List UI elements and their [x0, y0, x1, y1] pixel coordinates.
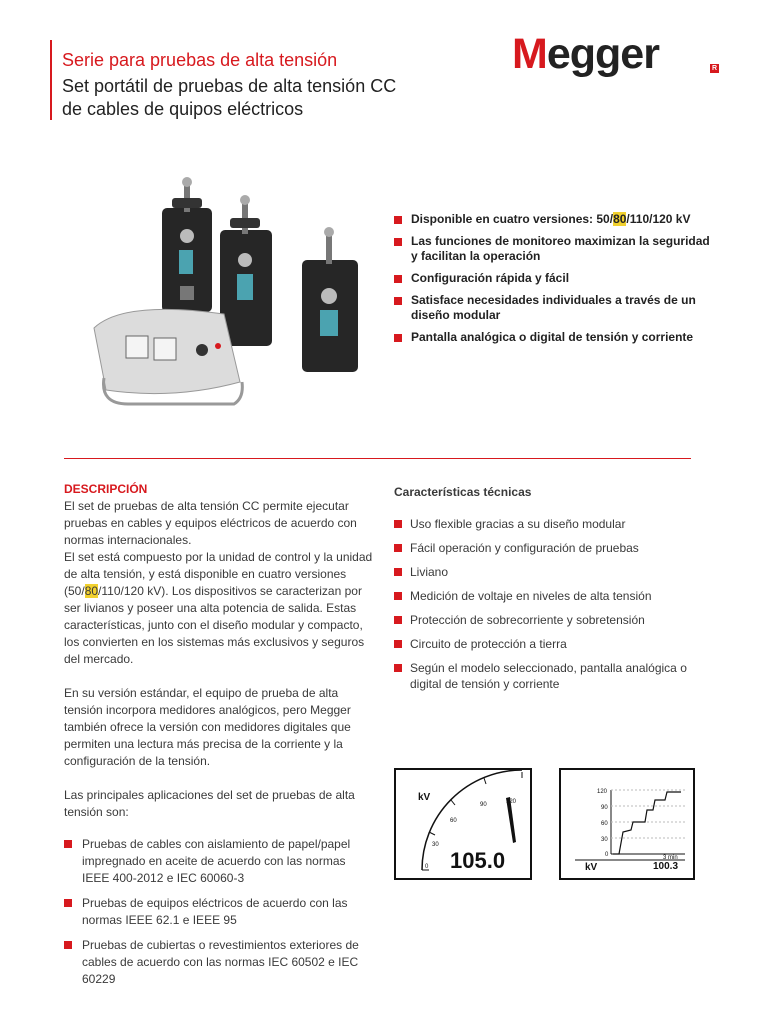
digital-unit-label: kV [585, 862, 598, 873]
key-features-list [394, 212, 714, 352]
analog-tick-label: 60 [450, 818, 457, 824]
product-title-line2: de cables de quipos eléctricos [62, 99, 304, 119]
list-item: Circuito de protección a tierra [394, 636, 694, 652]
list-item: Uso flexible gracias a su diseño modular [394, 516, 694, 532]
analog-display-panel [394, 768, 532, 880]
product-title-line1: Set portátil de pruebas de alta tensión CC [62, 76, 397, 96]
series-title: Serie para pruebas de alta tensión [62, 50, 338, 70]
header-accent-bar [50, 40, 52, 120]
highlight-80: 80 [613, 212, 627, 226]
list-item: Pruebas de cables con aislamiento de papel/papel impregnado en aceite de acuerdo con las normas IEEE 400-2012 e IEC 60060-3 [64, 836, 364, 887]
analog-tick-label: 120 [506, 799, 517, 805]
registered-mark-icon: R [711, 65, 718, 72]
control-unit [94, 309, 242, 404]
list-item: Fácil operación y configuración de pruebas [394, 540, 694, 556]
description-paragraph-4: Las principales aplicaciones del set de pruebas de alta tensión son: [64, 788, 355, 819]
highlight-80: 80 [84, 584, 99, 598]
analog-tick-label: 0 [425, 864, 429, 870]
specs-heading: Características técnicas [394, 485, 532, 499]
digital-trend-graph [561, 770, 693, 878]
list-item: Configuración rápida y fácil [394, 271, 714, 286]
list-item: Pruebas de cubiertas o revestimientos exteriores de cables de acuerdo con las normas IEC 60502 e IEC 60229 [64, 937, 364, 988]
list-item: Disponible en cuatro versiones: 50/80/110/120 kV [394, 212, 714, 227]
digital-y-tick: 60 [601, 821, 608, 827]
product-image [84, 168, 384, 414]
hv-unit-right [302, 227, 358, 372]
description-paragraph-3: En su versión estándar, el equipo de prueba de alta tensión incorpora medidores analógicos, pero Megger también ofrece la versión con medidores digitales que permiten una lectura más precisa de la corriente y la configuración de la tensión. [64, 686, 351, 768]
list-item: Según el modelo seleccionado, pantalla analógica o digital de tensión y corriente [394, 660, 694, 692]
analog-meter [396, 770, 530, 878]
analog-reading: 105.0 [450, 848, 506, 873]
hv-unit-left [162, 177, 212, 312]
digital-y-tick: 0 [605, 852, 609, 858]
description-paragraph-2: El set está compuesto por la unidad de control y la unidad de alta tensión, y está disponible en cuatro versiones (50/80/110/120 kV). Los dispositivos se caracterizan por ser livianos y poseer una alta potencia de salida. Estas características, junto con el diseño modular y compacto, los convierten en los sistemas más exclusivos y seguros del mercado. [64, 550, 373, 666]
digital-y-tick: 90 [601, 805, 608, 811]
logo-initial: M [512, 30, 547, 78]
digital-time-label: 3 min [663, 855, 678, 861]
description-paragraph-1: El set de pruebas de alta tensión CC permite ejecutar pruebas en cables y equipos eléctricos de acuerdo con normas internacionales. [64, 499, 357, 547]
specs-list [394, 516, 694, 700]
section-divider [64, 458, 691, 459]
analog-tick-label: 90 [480, 802, 487, 808]
digital-y-tick: 120 [597, 789, 608, 795]
list-item: Satisface necesidades individuales a través de un diseño modular [394, 293, 714, 323]
list-item: Las funciones de monitoreo maximizan la seguridad y facilitan la operación [394, 234, 714, 264]
list-item: Medición de voltaje en niveles de alta tensión [394, 588, 694, 604]
list-item: Protección de sobrecorriente y sobretensión [394, 612, 694, 628]
digital-reading: 100.3 [653, 861, 679, 872]
applications-list [64, 836, 364, 996]
digital-y-tick: 30 [601, 837, 608, 843]
list-item: Pantalla analógica o digital de tensión y corriente [394, 330, 714, 345]
hv-unit-middle [220, 195, 272, 346]
logo-rest: egger [546, 30, 659, 78]
analog-tick-label: 30 [432, 842, 439, 848]
digital-display-panel [559, 768, 695, 880]
description-heading: DESCRIPCIÓN [64, 482, 148, 496]
list-item: Liviano [394, 564, 694, 580]
megger-logo [512, 30, 718, 79]
list-item: Pruebas de equipos eléctricos de acuerdo con las normas IEEE 62.1 e IEEE 95 [64, 895, 364, 929]
product-title [62, 75, 482, 121]
analog-unit-label: kV [418, 792, 431, 803]
